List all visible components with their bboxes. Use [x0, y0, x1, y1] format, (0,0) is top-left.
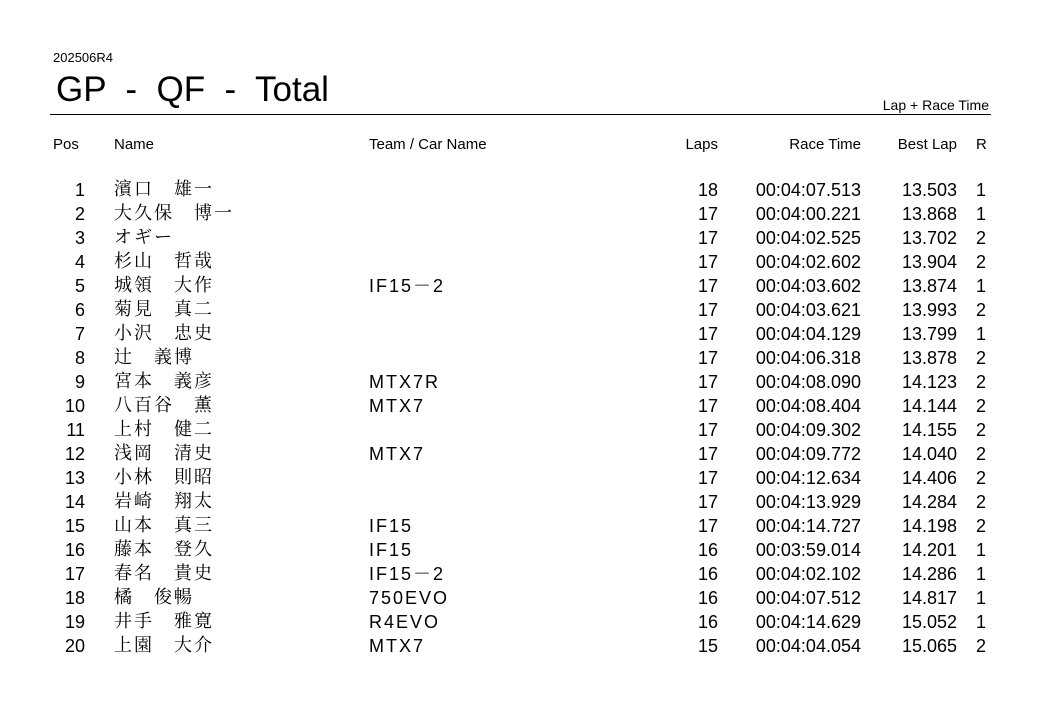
column-header-name: Name [114, 136, 155, 153]
result-team: MTX7 [369, 444, 426, 464]
result-r: 1 [976, 564, 987, 584]
result-best-lap: 14.198 [901, 516, 957, 536]
result-r: 1 [976, 204, 987, 224]
result-r: 1 [976, 276, 987, 296]
result-pos: 12 [64, 444, 85, 464]
result-pos: 15 [64, 516, 85, 536]
result-r: 2 [976, 396, 987, 416]
result-pos: 4 [74, 252, 85, 272]
column-header-r: R [976, 136, 987, 153]
result-r: 2 [976, 468, 987, 488]
result-name: 岩崎 翔太 [114, 491, 214, 512]
result-best-lap: 13.993 [901, 300, 957, 320]
table-row [0, 586, 1050, 610]
result-race-time: 00:04:09.772 [755, 444, 861, 464]
table-row [0, 370, 1050, 394]
result-r: 2 [976, 636, 987, 656]
result-pos: 18 [64, 588, 85, 608]
header-divider [50, 114, 991, 115]
result-best-lap: 14.286 [901, 564, 957, 584]
result-team: MTX7 [369, 396, 426, 416]
result-pos: 16 [64, 540, 85, 560]
column-header-laps: Laps [685, 136, 718, 153]
result-r: 2 [976, 516, 987, 536]
result-race-time: 00:04:08.404 [755, 396, 861, 416]
table-row [0, 346, 1050, 370]
result-best-lap: 15.065 [901, 636, 957, 656]
result-r: 1 [976, 540, 987, 560]
result-best-lap: 14.201 [901, 540, 957, 560]
table-row [0, 178, 1050, 202]
result-name: 八百谷 薫 [114, 395, 214, 416]
result-pos: 20 [64, 636, 85, 656]
result-r: 1 [976, 180, 987, 200]
result-pos: 8 [74, 348, 85, 368]
result-name: 城領 大作 [114, 275, 214, 296]
table-row [0, 226, 1050, 250]
table-row [0, 202, 1050, 226]
result-name: 春名 貴史 [114, 563, 214, 584]
result-best-lap: 14.123 [901, 372, 957, 392]
result-pos: 5 [74, 276, 85, 296]
result-race-time: 00:04:13.929 [755, 492, 861, 512]
result-pos: 11 [66, 420, 85, 440]
result-laps: 17 [697, 204, 718, 224]
table-row [0, 610, 1050, 634]
result-best-lap: 13.868 [901, 204, 957, 224]
result-best-lap: 14.155 [901, 420, 957, 440]
result-laps: 17 [697, 420, 718, 440]
result-race-time: 00:04:14.727 [755, 516, 861, 536]
table-row [0, 562, 1050, 586]
result-pos: 10 [64, 396, 85, 416]
result-laps: 17 [697, 516, 718, 536]
result-name: 宮本 義彦 [114, 371, 214, 392]
result-race-time: 00:04:08.090 [755, 372, 861, 392]
result-name: 井手 雅寛 [114, 611, 214, 632]
result-laps: 18 [697, 180, 718, 200]
result-name: 小林 則昭 [114, 467, 214, 488]
column-header-best-lap: Best Lap [897, 136, 957, 153]
table-row [0, 490, 1050, 514]
result-r: 2 [976, 228, 987, 248]
table-row [0, 442, 1050, 466]
result-r: 2 [976, 300, 987, 320]
page-title: GP - QF - Total [56, 70, 329, 109]
result-race-time: 00:04:09.302 [755, 420, 861, 440]
result-best-lap: 13.878 [901, 348, 957, 368]
result-team: MTX7R [369, 372, 441, 392]
result-laps: 16 [697, 564, 718, 584]
result-r: 1 [976, 324, 987, 344]
result-race-time: 00:04:07.512 [755, 588, 861, 608]
result-best-lap: 14.817 [901, 588, 957, 608]
result-race-time: 00:04:04.129 [755, 324, 861, 344]
result-laps: 17 [697, 468, 718, 488]
result-pos: 13 [64, 468, 85, 488]
result-name: 橘 俊暢 [114, 587, 194, 608]
result-best-lap: 13.503 [901, 180, 957, 200]
result-name: 上園 大介 [114, 635, 214, 656]
result-race-time: 00:04:14.629 [755, 612, 861, 632]
result-name: 大久保 博一 [114, 203, 234, 224]
result-pos: 2 [74, 204, 85, 224]
result-name: 辻 義博 [114, 347, 194, 368]
table-row [0, 634, 1050, 658]
column-header-pos: Pos [53, 136, 79, 153]
result-pos: 3 [74, 228, 85, 248]
result-race-time: 00:04:06.318 [755, 348, 861, 368]
event-code: 202506R4 [53, 50, 113, 65]
result-team: IF15 [369, 516, 414, 536]
result-best-lap: 13.702 [901, 228, 957, 248]
result-name: 小沢 忠史 [114, 323, 214, 344]
result-laps: 17 [697, 444, 718, 464]
column-header-race-time: Race Time [789, 136, 861, 153]
result-team: 750EVO [369, 588, 450, 608]
result-race-time: 00:04:02.602 [755, 252, 861, 272]
result-team: IF15－2 [369, 276, 446, 296]
result-name: 濱口 雄一 [114, 179, 214, 200]
result-name: 上村 健二 [114, 419, 214, 440]
result-race-time: 00:04:02.102 [755, 564, 861, 584]
result-best-lap: 14.040 [901, 444, 957, 464]
result-team: IF15 [369, 540, 414, 560]
result-laps: 16 [697, 540, 718, 560]
result-r: 1 [976, 612, 987, 632]
result-best-lap: 13.874 [901, 276, 957, 296]
result-pos: 17 [64, 564, 85, 584]
result-r: 2 [976, 252, 987, 272]
result-r: 2 [976, 372, 987, 392]
table-row [0, 298, 1050, 322]
result-r: 2 [976, 444, 987, 464]
result-best-lap: 14.284 [901, 492, 957, 512]
result-name: 杉山 哲哉 [114, 251, 214, 272]
result-laps: 17 [697, 492, 718, 512]
result-laps: 17 [697, 228, 718, 248]
result-pos: 1 [74, 180, 85, 200]
result-r: 1 [976, 588, 987, 608]
table-row [0, 466, 1050, 490]
result-laps: 17 [697, 396, 718, 416]
result-laps: 17 [697, 372, 718, 392]
result-race-time: 00:03:59.014 [755, 540, 861, 560]
result-pos: 6 [74, 300, 85, 320]
result-name: オギー [114, 227, 174, 248]
result-race-time: 00:04:07.513 [755, 180, 861, 200]
result-pos: 7 [74, 324, 85, 344]
result-r: 2 [976, 420, 987, 440]
result-race-time: 00:04:03.621 [755, 300, 861, 320]
table-row [0, 394, 1050, 418]
result-name: 菊見 真二 [114, 299, 214, 320]
result-pos: 9 [74, 372, 85, 392]
result-best-lap: 14.406 [901, 468, 957, 488]
result-laps: 16 [697, 612, 718, 632]
result-race-time: 00:04:12.634 [755, 468, 861, 488]
table-row [0, 418, 1050, 442]
result-team: R4EVO [369, 612, 441, 632]
table-row [0, 514, 1050, 538]
result-best-lap: 14.144 [901, 396, 957, 416]
result-laps: 17 [697, 324, 718, 344]
result-laps: 16 [697, 588, 718, 608]
result-name: 浅岡 清史 [114, 443, 214, 464]
result-race-time: 00:04:02.525 [755, 228, 861, 248]
result-name: 山本 真三 [114, 515, 214, 536]
table-row [0, 250, 1050, 274]
results-table [0, 178, 1050, 658]
result-r: 2 [976, 492, 987, 512]
result-r: 2 [976, 348, 987, 368]
table-row [0, 274, 1050, 298]
result-laps: 17 [697, 252, 718, 272]
result-laps: 15 [697, 636, 718, 656]
result-best-lap: 13.904 [901, 252, 957, 272]
result-best-lap: 15.052 [901, 612, 957, 632]
result-laps: 17 [697, 276, 718, 296]
result-laps: 17 [697, 300, 718, 320]
page-subtitle: Lap + Race Time [882, 97, 989, 113]
result-team: MTX7 [369, 636, 426, 656]
table-row [0, 322, 1050, 346]
result-race-time: 00:04:04.054 [755, 636, 861, 656]
result-laps: 17 [697, 348, 718, 368]
result-pos: 19 [64, 612, 85, 632]
result-team: IF15－2 [369, 564, 446, 584]
result-race-time: 00:04:03.602 [755, 276, 861, 296]
result-best-lap: 13.799 [901, 324, 957, 344]
result-pos: 14 [64, 492, 85, 512]
result-race-time: 00:04:00.221 [755, 204, 861, 224]
result-name: 藤本 登久 [114, 539, 214, 560]
column-header-team: Team / Car Name [369, 136, 487, 153]
table-row [0, 538, 1050, 562]
